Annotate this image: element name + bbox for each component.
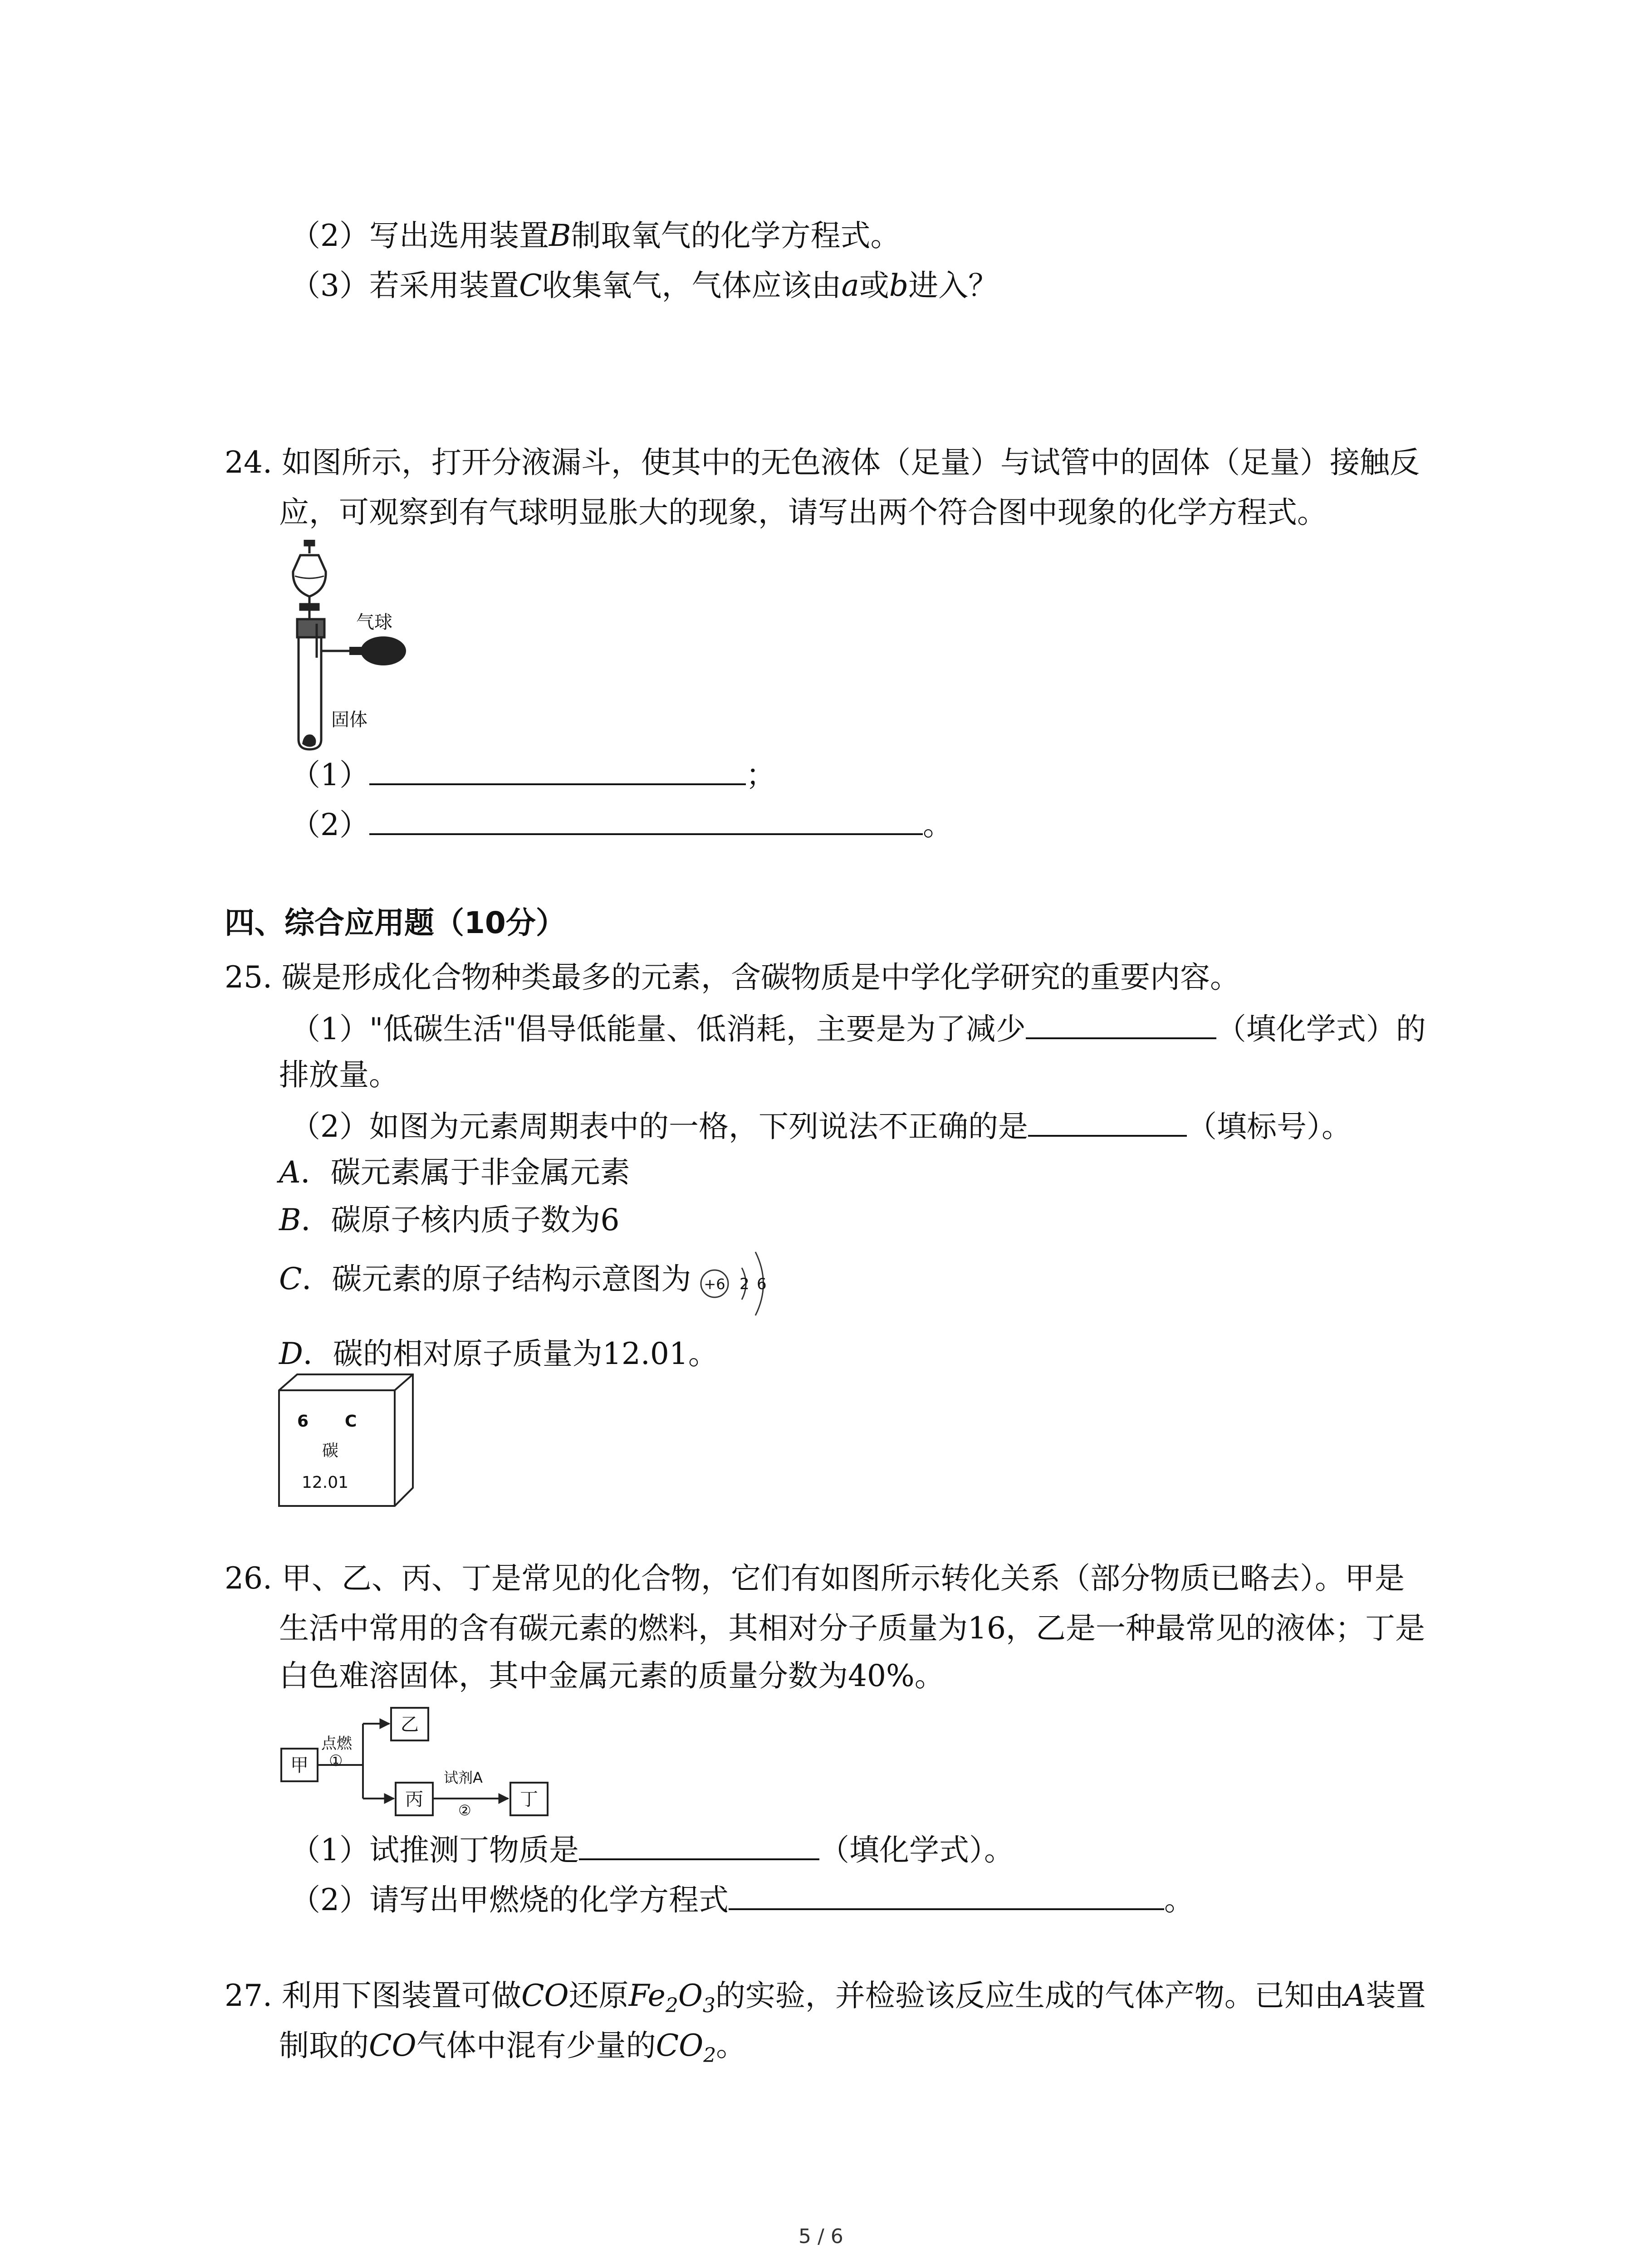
q25-stem: 25. 碳是形成化合物种类最多的元素，含碳物质是中学化学研究的重要内容。 xyxy=(225,960,1240,995)
q23-sub3: （3）若采用装置C收集氧气，气体应该由a或b进入？ xyxy=(290,268,999,303)
q26-stem-line3: 白色难溶固体，其中金属元素的质量分数为40%。 xyxy=(279,1658,945,1693)
arrow2-label: 试剂A xyxy=(444,1769,483,1786)
q24-stem-line2: 应，可观察到有气球明显胀大的现象，请写出两个符合图中现象的化学方程式。 xyxy=(279,495,1327,530)
q27-stem-line2: 制取的CO气体中混有少量的$CO_2$。 xyxy=(279,2028,746,2067)
q25-option-d: D．碳的相对原子质量为12.01。 xyxy=(279,1336,718,1371)
q26-transformation-diagram xyxy=(272,1699,567,1821)
box-bing: 丙 xyxy=(405,1789,423,1810)
q24-apparatus-figure xyxy=(272,540,417,753)
page-number: 5 / 6 xyxy=(798,2225,843,2248)
q24-answer-1-blank[interactable] xyxy=(369,755,746,785)
q26-stem-line2: 生活中常用的含有碳元素的燃料，其相对分子质量为16，乙是一种最常见的液体；丁是 xyxy=(279,1611,1425,1646)
q27-stem-line1: 27. 利用下图装置可做CO还原$Fe_2O_3$的实验，并检验该反应生成的气体产物。已知由A装置 xyxy=(225,1978,1426,2017)
solid-label: 固体 xyxy=(331,709,367,730)
tile-atomic-mass: 12.01 xyxy=(302,1473,349,1492)
arrow2-number: ② xyxy=(458,1802,471,1819)
q24-stem-line1: 24. 如图所示，打开分液漏斗，使其中的无色液体（足量）与试管中的固体（足量）接触反 xyxy=(225,445,1420,480)
q25-option-a: A．碳元素属于非金属元素 xyxy=(279,1155,630,1190)
q26-sub1: （1）试推测丁物质是 （填化学式）。 xyxy=(290,1830,1014,1868)
box-jia: 甲 xyxy=(290,1755,309,1776)
q26-sub1-blank[interactable] xyxy=(579,1830,819,1860)
carbon-atom-diagram xyxy=(696,1238,783,1329)
atom-shell2-electrons: 6 xyxy=(757,1275,767,1293)
q24-answer-2: （2） 。 xyxy=(290,805,953,843)
q25-sub1-line2: 排放量。 xyxy=(279,1057,399,1092)
tile-symbol: C xyxy=(345,1412,357,1431)
q24-answer-1: （1） ； xyxy=(290,755,776,793)
q25-option-b: B．碳原子核内质子数为6 xyxy=(279,1202,620,1237)
box-yi: 乙 xyxy=(401,1714,419,1735)
q25-sub1-blank[interactable] xyxy=(1026,1009,1216,1039)
box-ding: 丁 xyxy=(520,1789,538,1810)
q24-answer-2-blank[interactable] xyxy=(369,805,923,835)
balloon xyxy=(349,636,406,665)
solid-lump xyxy=(302,734,316,747)
balloon-label: 气球 xyxy=(356,612,392,633)
atom-shell1-electrons: 2 xyxy=(740,1275,749,1293)
q25-option-c: C．碳元素的原子结构示意图为 xyxy=(279,1261,691,1296)
q26-stem-line1: 26. 甲、乙、丙、丁是常见的化合物，它们有如图所示转化关系（部分物质已略去）。甲是 xyxy=(225,1561,1405,1596)
arrow1-number: ① xyxy=(329,1752,343,1770)
q26-sub2: （2）请写出甲燃烧的化学方程式 。 xyxy=(290,1880,1194,1918)
q23-sub2: （2）写出选用装置B制取氧气的化学方程式。 xyxy=(290,218,901,253)
section-4-title: 四、综合应用题（10分） xyxy=(225,905,566,940)
arrow1-label: 点燃 xyxy=(321,1735,352,1753)
periodic-table-cell xyxy=(277,1372,417,1508)
tile-atomic-number: 6 xyxy=(297,1412,309,1431)
q26-sub2-blank[interactable] xyxy=(729,1880,1164,1910)
q25-sub2: （2）如图为元素周期表中的一格，下列说法不正确的是 （填标号）。 xyxy=(290,1107,1352,1145)
q25-sub1: （1）"低碳生活"倡导低能量、低消耗，主要是为了减少 （填化学式）的 xyxy=(290,1009,1426,1047)
tile-element-name: 碳 xyxy=(322,1442,339,1460)
q25-sub2-blank[interactable] xyxy=(1028,1107,1187,1137)
atom-nucleus-label: +6 xyxy=(704,1276,725,1293)
